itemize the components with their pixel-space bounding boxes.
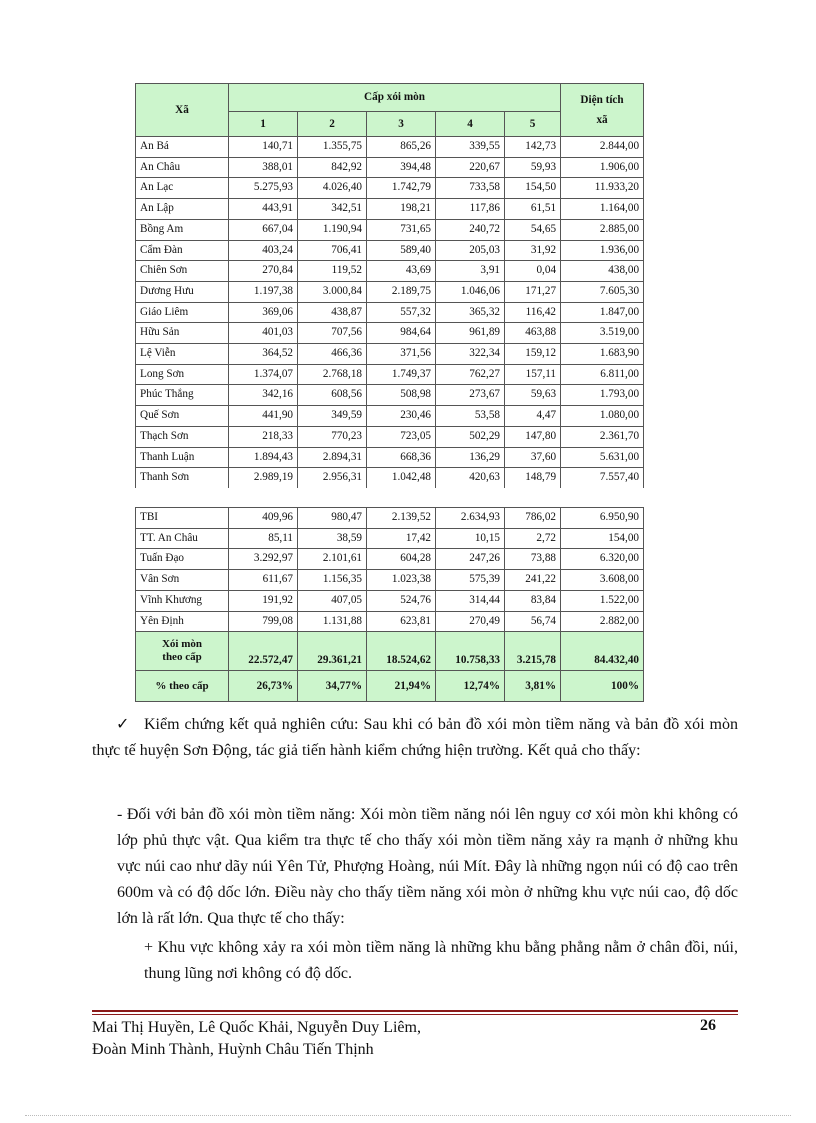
cap-5-value: 31,92: [505, 240, 561, 261]
paragraph-potential-erosion: - Đối với bản đồ xói mòn tiềm năng: Xói mòn tiềm năng nói lên nguy cơ xói mòn khi không có lớp phủ thực vật. Qua kiểm tra thực tế cho thấy xói mòn tiềm năng xảy ra mạnh ở những khu vực núi cao như dãy núi Yên Tử, Phượng Hoàng, núi Mít. Đây là những ngọn núi có độ cao trên 600m và có độ dốc lớn. Điều này cho thấy tiềm năng xói mòn ở những khu vực núi cao, độ dốc lớn là rất lớn. Qua thực tế cho thấy:: [117, 806, 738, 927]
commune-name: TBI: [136, 508, 229, 529]
cap-2-value: 342,51: [298, 199, 367, 220]
cap-5-value: 59,93: [505, 157, 561, 178]
commune-name: Yên Định: [136, 611, 229, 632]
cap-5-value: 157,11: [505, 364, 561, 385]
percent-cap-5: 3,81%: [505, 671, 561, 702]
footer-authors-line2: Đoàn Minh Thành, Huỳnh Châu Tiến Thịnh: [92, 1041, 374, 1058]
area-value: 6.950,90: [561, 508, 644, 529]
total-label-line2: theo cấp: [162, 651, 202, 664]
cap-3-value: 589,40: [367, 240, 436, 261]
total-cap-1: 22.572,47: [229, 632, 298, 671]
cap-2-value: 707,56: [298, 323, 367, 344]
area-value: 1.906,00: [561, 157, 644, 178]
cap-4-value: 240,72: [436, 219, 505, 240]
area-value: 2.844,00: [561, 137, 644, 158]
cap-2-value: 119,52: [298, 261, 367, 282]
cap-2-value: 407,05: [298, 590, 367, 611]
table-row: [136, 406, 644, 427]
header-dien-tich-line2: xã: [596, 114, 608, 126]
cap-5-value: 73,88: [505, 549, 561, 570]
header-xa: Xã: [136, 84, 229, 137]
commune-name: Giáo Liêm: [136, 302, 229, 323]
percent-cap-1: 26,73%: [229, 671, 298, 702]
commune-name: Lệ Viễn: [136, 344, 229, 365]
table-row: [136, 261, 644, 282]
commune-name: Phúc Thắng: [136, 385, 229, 406]
cap-5-value: 147,80: [505, 426, 561, 447]
percent-cap-2: 34,77%: [298, 671, 367, 702]
cap-3-value: 230,46: [367, 406, 436, 427]
paragraph-no-erosion-areas: + Khu vực không xảy ra xói mòn tiềm năng là những khu bằng phẳng nằm ở chân đồi, núi, thung lũng nơi không có độ dốc.: [144, 939, 738, 982]
cap-2-value: 770,23: [298, 426, 367, 447]
cap-3-value: 524,76: [367, 590, 436, 611]
total-cap-4: 10.758,33: [436, 632, 505, 671]
cap-2-value: 2.956,31: [298, 468, 367, 488]
cap-1-value: 409,96: [229, 508, 298, 529]
percent-cap-4: 12,74%: [436, 671, 505, 702]
cap-3-value: 1.042,48: [367, 468, 436, 488]
header-cap-1: 1: [229, 111, 298, 136]
area-value: 5.631,00: [561, 447, 644, 468]
table-row: [136, 570, 644, 591]
cap-1-value: 2.989,19: [229, 468, 298, 488]
cap-3-value: 865,26: [367, 137, 436, 158]
footer-authors: [92, 1017, 421, 1061]
cap-4-value: 220,67: [436, 157, 505, 178]
total-label: [136, 632, 229, 671]
table-row: [136, 157, 644, 178]
cap-5-value: 159,12: [505, 344, 561, 365]
table-row: [136, 302, 644, 323]
cap-2-value: 4.026,40: [298, 178, 367, 199]
table-row: [136, 590, 644, 611]
cap-1-value: 388,01: [229, 157, 298, 178]
cap-1-value: 1.197,38: [229, 281, 298, 302]
cap-4-value: 339,55: [436, 137, 505, 158]
cap-5-value: 148,79: [505, 468, 561, 488]
area-value: 1.936,00: [561, 240, 644, 261]
cap-4-value: 575,39: [436, 570, 505, 591]
cap-3-value: 17,42: [367, 528, 436, 549]
cap-4-value: 2.634,93: [436, 508, 505, 529]
cap-5-value: 463,88: [505, 323, 561, 344]
cap-1-value: 443,91: [229, 199, 298, 220]
area-value: 1.793,00: [561, 385, 644, 406]
cap-4-value: 117,86: [436, 199, 505, 220]
cap-3-value: 984,64: [367, 323, 436, 344]
table-row: [136, 219, 644, 240]
area-value: 2.885,00: [561, 219, 644, 240]
header-cap-5: 5: [505, 111, 561, 136]
header-cap-4: 4: [436, 111, 505, 136]
cap-5-value: 56,74: [505, 611, 561, 632]
cap-4-value: 762,27: [436, 364, 505, 385]
cap-3-value: 731,65: [367, 219, 436, 240]
cap-3-value: 508,98: [367, 385, 436, 406]
cap-4-value: 314,44: [436, 590, 505, 611]
cap-1-value: 1.894,43: [229, 447, 298, 468]
table-row: [136, 178, 644, 199]
area-value: 7.557,40: [561, 468, 644, 488]
total-cap-5: 3.215,78: [505, 632, 561, 671]
area-value: 6.320,00: [561, 549, 644, 570]
cap-1-value: 218,33: [229, 426, 298, 447]
table-row: [136, 447, 644, 468]
total-label-line1: Xói mòn: [161, 638, 203, 651]
commune-name: Chiên Sơn: [136, 261, 229, 282]
cap-5-value: 154,50: [505, 178, 561, 199]
cap-3-value: 2.139,52: [367, 508, 436, 529]
cap-2-value: 466,36: [298, 344, 367, 365]
cap-1-value: 1.374,07: [229, 364, 298, 385]
cap-3-value: 394,48: [367, 157, 436, 178]
cap-1-value: 5.275,93: [229, 178, 298, 199]
area-value: 3.519,00: [561, 323, 644, 344]
table-row: [136, 611, 644, 632]
cap-3-value: 43,69: [367, 261, 436, 282]
cap-5-value: 4,47: [505, 406, 561, 427]
header-dien-tich: [561, 84, 644, 137]
percent-label: % theo cấp: [136, 671, 229, 702]
commune-name: Thanh Luận: [136, 447, 229, 468]
area-value: 11.933,20: [561, 178, 644, 199]
area-value: 6.811,00: [561, 364, 644, 385]
area-value: 2.882,00: [561, 611, 644, 632]
cap-4-value: 270,49: [436, 611, 505, 632]
cap-1-value: 611,67: [229, 570, 298, 591]
cap-2-value: 38,59: [298, 528, 367, 549]
table-row: [136, 323, 644, 344]
cap-2-value: 1.190,94: [298, 219, 367, 240]
bullet-verification: Kiểm chứng kết quả nghiên cứu: Sau khi có bản đồ xói mòn tiềm năng và bản đồ xói mòn thực tế huyện Sơn Động, tác giả tiến hành kiểm chứng hiện trường. Kết quả cho thấy:: [92, 716, 738, 759]
cap-4-value: 273,67: [436, 385, 505, 406]
cap-5-value: 0,04: [505, 261, 561, 282]
area-value: 2.361,70: [561, 426, 644, 447]
commune-name: Thanh Sơn: [136, 468, 229, 488]
total-cap-3: 18.524,62: [367, 632, 436, 671]
cap-1-value: 799,08: [229, 611, 298, 632]
area-value: 7.605,30: [561, 281, 644, 302]
cap-3-value: 1.742,79: [367, 178, 436, 199]
erosion-table-continued: [135, 507, 644, 702]
cap-3-value: 371,56: [367, 344, 436, 365]
table-row: [136, 385, 644, 406]
cap-5-value: 142,73: [505, 137, 561, 158]
cap-2-value: 2.101,61: [298, 549, 367, 570]
area-value: 1.683,90: [561, 344, 644, 365]
cap-1-value: 3.292,97: [229, 549, 298, 570]
erosion-table: [135, 83, 644, 488]
cap-1-value: 85,11: [229, 528, 298, 549]
cap-5-value: 59,63: [505, 385, 561, 406]
cap-2-value: 2.894,31: [298, 447, 367, 468]
page-bottom-border: [25, 1115, 791, 1116]
header-dien-tich-line1: Diện tích: [580, 94, 624, 106]
header-cap-3: 3: [367, 111, 436, 136]
cap-1-value: 403,24: [229, 240, 298, 261]
cap-1-value: 369,06: [229, 302, 298, 323]
commune-name: Hữu Sản: [136, 323, 229, 344]
cap-5-value: 83,84: [505, 590, 561, 611]
cap-2-value: 2.768,18: [298, 364, 367, 385]
area-value: 154,00: [561, 528, 644, 549]
cap-1-value: 667,04: [229, 219, 298, 240]
table-row: [136, 549, 644, 570]
cap-3-value: 623,81: [367, 611, 436, 632]
cap-3-value: 668,36: [367, 447, 436, 468]
cap-2-value: 608,56: [298, 385, 367, 406]
cap-4-value: 733,58: [436, 178, 505, 199]
cap-4-value: 205,03: [436, 240, 505, 261]
cap-2-value: 3.000,84: [298, 281, 367, 302]
check-mark-icon: ✓: [116, 716, 130, 733]
commune-name: Dương Hưu: [136, 281, 229, 302]
cap-1-value: 270,84: [229, 261, 298, 282]
cap-2-value: 842,92: [298, 157, 367, 178]
cap-2-value: 706,41: [298, 240, 367, 261]
cap-4-value: 365,32: [436, 302, 505, 323]
page-number: 26: [700, 1017, 716, 1034]
cap-1-value: 441,90: [229, 406, 298, 427]
cap-5-value: 786,02: [505, 508, 561, 529]
total-cap-2: 29.361,21: [298, 632, 367, 671]
commune-name: TT. An Châu: [136, 528, 229, 549]
commune-name: Bồng Am: [136, 219, 229, 240]
cap-3-value: 198,21: [367, 199, 436, 220]
footer-authors-line1: Mai Thị Huyền, Lê Quốc Khải, Nguyễn Duy Liêm,: [92, 1019, 421, 1036]
commune-name: Thạch Sơn: [136, 426, 229, 447]
area-value: 1.522,00: [561, 590, 644, 611]
cap-4-value: 247,26: [436, 549, 505, 570]
commune-name: An Bá: [136, 137, 229, 158]
cap-4-value: 1.046,06: [436, 281, 505, 302]
percent-cap-3: 21,94%: [367, 671, 436, 702]
cap-3-value: 2.189,75: [367, 281, 436, 302]
cap-2-value: 1.156,35: [298, 570, 367, 591]
table-row: [136, 137, 644, 158]
cap-2-value: 1.131,88: [298, 611, 367, 632]
cap-5-value: 54,65: [505, 219, 561, 240]
commune-name: An Lập: [136, 199, 229, 220]
area-value: 1.080,00: [561, 406, 644, 427]
erosion-table-part1: [135, 83, 643, 488]
table-row: [136, 199, 644, 220]
cap-1-value: 140,71: [229, 137, 298, 158]
table-row: [136, 281, 644, 302]
commune-name: An Lạc: [136, 178, 229, 199]
commune-name: Cẩm Đàn: [136, 240, 229, 261]
table-body-part1: [136, 137, 644, 488]
cap-3-value: 604,28: [367, 549, 436, 570]
cap-5-value: 116,42: [505, 302, 561, 323]
cap-3-value: 723,05: [367, 426, 436, 447]
cap-5-value: 171,27: [505, 281, 561, 302]
area-value: 438,00: [561, 261, 644, 282]
cap-5-value: 241,22: [505, 570, 561, 591]
table-row: [136, 528, 644, 549]
commune-name: An Châu: [136, 157, 229, 178]
table-row: [136, 344, 644, 365]
percent-row: [136, 671, 644, 702]
cap-5-value: 61,51: [505, 199, 561, 220]
commune-name: Tuấn Đạo: [136, 549, 229, 570]
cap-4-value: 3,91: [436, 261, 505, 282]
commune-name: Quế Sơn: [136, 406, 229, 427]
cap-3-value: 1.749,37: [367, 364, 436, 385]
cap-1-value: 342,16: [229, 385, 298, 406]
footer-divider: [92, 1010, 738, 1012]
header-cap-2: 2: [298, 111, 367, 136]
area-value: 1.164,00: [561, 199, 644, 220]
cap-5-value: 37,60: [505, 447, 561, 468]
table-row: [136, 364, 644, 385]
commune-name: Long Sơn: [136, 364, 229, 385]
area-value: 1.847,00: [561, 302, 644, 323]
total-row: [136, 632, 644, 671]
cap-4-value: 502,29: [436, 426, 505, 447]
commune-name: Vân Sơn: [136, 570, 229, 591]
cap-2-value: 349,59: [298, 406, 367, 427]
total-area: 84.432,40: [561, 632, 644, 671]
cap-1-value: 364,52: [229, 344, 298, 365]
cap-4-value: 10,15: [436, 528, 505, 549]
cap-3-value: 1.023,38: [367, 570, 436, 591]
cap-5-value: 2,72: [505, 528, 561, 549]
table-row: [136, 240, 644, 261]
table-body-part2: [136, 508, 644, 632]
percent-total: 100%: [561, 671, 644, 702]
cap-4-value: 322,34: [436, 344, 505, 365]
cap-4-value: 53,58: [436, 406, 505, 427]
cap-3-value: 557,32: [367, 302, 436, 323]
footer-divider-thin: [92, 1014, 738, 1015]
cap-4-value: 420,63: [436, 468, 505, 488]
table-row: [136, 508, 644, 529]
cap-4-value: 961,89: [436, 323, 505, 344]
cap-2-value: 1.355,75: [298, 137, 367, 158]
cap-1-value: 191,92: [229, 590, 298, 611]
area-value: 3.608,00: [561, 570, 644, 591]
commune-name: Vĩnh Khương: [136, 590, 229, 611]
cap-2-value: 980,47: [298, 508, 367, 529]
cap-1-value: 401,03: [229, 323, 298, 344]
table-row: [136, 468, 644, 488]
header-cap-xoi-mon: Cấp xói mòn: [229, 84, 561, 112]
erosion-table-part2: [135, 507, 643, 702]
cap-2-value: 438,87: [298, 302, 367, 323]
cap-4-value: 136,29: [436, 447, 505, 468]
table-row: [136, 426, 644, 447]
